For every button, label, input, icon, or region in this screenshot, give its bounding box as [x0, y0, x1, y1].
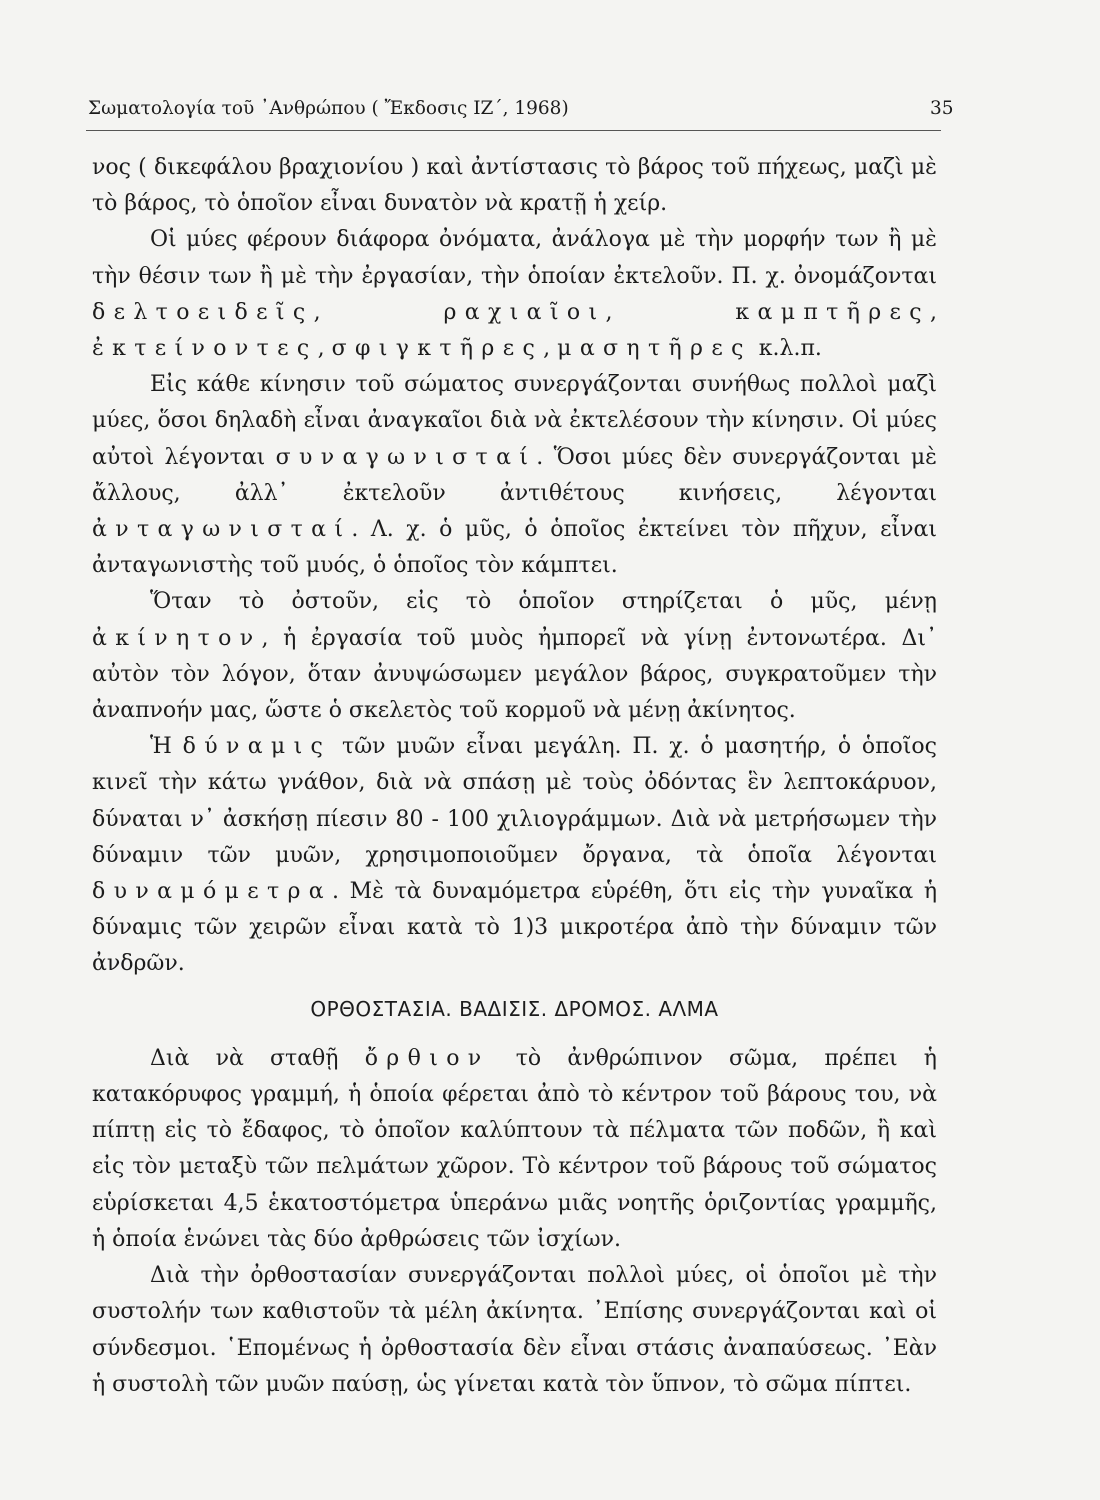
- header-rule: [86, 130, 941, 131]
- text-run: Ὅταν τὸ ὀστοῦν, εἰς τὸ ὁποῖον στηρίζεται ὁ μῦς, μένῃ: [150, 589, 937, 615]
- spaced-term: δελτοειδεῖς: [92, 299, 314, 325]
- spaced-term: ὄρθιον: [364, 1045, 490, 1071]
- body-text: [92, 150, 937, 1403]
- text-run: ,: [543, 336, 558, 362]
- paragraph: [92, 1258, 937, 1403]
- text-run: Εἰς κάθε κίνησιν τοῦ σώματος συνεργάζονται συνήθως πολλοὶ μαζὶ μύες, ὅσοι δηλαδὴ εἶναι ἀναγκαῖοι διὰ νὰ ἐκτελέσουν τὴν κίνησιν. Οἱ μύες αὐτοὶ λέγονται: [92, 372, 937, 470]
- spaced-term: ραχιαῖοι: [443, 299, 606, 325]
- text-run: . Μὲ τὰ δυναμόμετρα εὑρέθη, ὅτι εἰς τὴν γυναῖκα ἡ δύναμις τῶν χειρῶν εἶναι κατὰ τὸ 1)3 μικροτέρα ἀπὸ τὴν δύναμιν τῶν ἀνδρῶν.: [92, 879, 937, 977]
- text-run: . Λ. χ. ὁ μῦς, ὁ ὁποῖος ἐκτείνει τὸν πῆχυν, εἶναι ἀνταγωνιστὴς τοῦ μυός, ὁ ὁποῖος τὸν κάμπτει.: [92, 517, 937, 579]
- text-run: τῶν μυῶν εἶναι μεγάλη. Π. χ. ὁ μασητήρ, ὁ ὁποῖος κινεῖ τὴν κάτω γνάθον, διὰ νὰ σπάσῃ μὲ τοὺς ὀδόντας ἓν λεπτοκάρυον, δύναται ν᾿ ἀσκήσῃ πίεσιν 80 - 100 χιλιογράμμων. Διὰ νὰ μετρήσωμεν τὴν δύναμιν τῶν μυῶν, χρησιμοποιοῦμεν ὄργανα, τὰ ὁποῖα λέγονται: [92, 734, 937, 868]
- text-run: ,: [313, 299, 444, 325]
- paragraph: [92, 367, 937, 584]
- paragraph: [92, 1041, 937, 1258]
- spaced-term: μασητῆρες: [557, 336, 752, 362]
- paragraph: [92, 222, 937, 367]
- spaced-term: ἐκτείνοντες: [92, 336, 318, 362]
- running-head: [88, 98, 954, 119]
- text-run: ,: [317, 336, 332, 362]
- section-heading: ΟΡΘΟΣΤΑΣΙΑ. ΒΑΔΙΣΙΣ. ΔΡΟΜΟΣ. ΑΛΜΑ: [310, 996, 719, 1021]
- spaced-term: δύναμις: [182, 734, 332, 760]
- running-head-title: Σωματολογία τοῦ ᾿Ανθρώπου ( Ἔκδοσις ΙΖ΄, 1968): [88, 98, 569, 119]
- text-run: Οἱ μύες φέρουν διάφορα ὀνόματα, ἀνάλογα μὲ τὴν μορφήν των ἢ μὲ τὴν θέσιν των ἢ μὲ τὴν ἐργασίαν, τὴν ὁποίαν ἐκτελοῦν. Π. χ. ὀνομάζονται: [92, 227, 937, 289]
- spaced-term: ἀνταγωνισταί: [92, 517, 352, 543]
- page-number: 35: [930, 98, 954, 119]
- text-run: Διὰ νὰ σταθῇ: [150, 1045, 365, 1071]
- paragraph: [92, 729, 937, 982]
- spaced-term: καμπτῆρες: [735, 299, 930, 325]
- text-run: , ἡ ἐργασία τοῦ μυὸς ἠμπορεῖ νὰ γίνῃ ἐντονωτέρα. Δι᾿ αὐτὸν τὸν λόγον, ὅταν ἀνυψώσωμεν μεγάλον βάρος, συγκρατοῦμεν τὴν ἀναπνοήν μας, ὥστε ὁ σκελετὸς τοῦ κορμοῦ νὰ μένῃ ἀκίνητος.: [92, 625, 937, 724]
- text-run: κ.λ.π.: [751, 336, 822, 362]
- text-run: . Ὅσοι μύες δὲν συνεργάζονται μὲ ἄλλους, ἀλλ᾿ ἐκτελοῦν ἀντιθέτους κινήσεις, λέγονται: [92, 444, 937, 506]
- spaced-term: συναγωνισταί: [275, 444, 537, 470]
- text-run: νος ( δικεφάλου βραχιονίου ) καὶ ἀντίστασις τὸ βάρος τοῦ πήχεως, μαζὶ μὲ τὸ βάρος, τὸ ὁποῖον εἶναι δυνατὸν νὰ κρατῇ ἡ χείρ.: [92, 155, 937, 217]
- paragraph: [92, 584, 937, 729]
- text-run: Διὰ τὴν ὀρθοστασίαν συνεργάζονται πολλοὶ μύες, οἱ ὁποῖοι μὲ τὴν συστολήν των καθιστοῦν τὰ μέλη ἀκίνητα. ᾿Επίσης συνεργάζονται καὶ οἱ σύνδεσμοι. ῾Επομένως ἡ ὀρθοστασία δὲν εἶναι στάσις ἀναπαύσεως. ᾿Εὰν ἡ συστολὴ τῶν μυῶν παύσῃ, ὡς γίνεται κατὰ τὸν ὕπνον, τὸ σῶμα πίπτει.: [92, 1263, 937, 1397]
- spaced-term: ἀκίνητον: [92, 625, 262, 651]
- paragraph: [92, 150, 937, 222]
- text-run: ,: [605, 299, 736, 325]
- text-run: Ἡ: [150, 734, 183, 760]
- spaced-term: δυναμόμετρα: [92, 879, 333, 905]
- text-run: ,: [929, 299, 937, 325]
- text-run: τὸ ἀνθρώπινον σῶμα, πρέπει ἡ κατακόρυφος γραμμή, ἡ ὁποία φέρεται ἀπὸ τὸ κέντρον τοῦ βάρους του, νὰ πίπτῃ εἰς τὸ ἔδαφος, τὸ ὁποῖον καλύπτουν τὰ πέλματα τῶν ποδῶν, ἢ καὶ εἰς τὸν μεταξὺ τῶν πελμάτων χῶρον. Τὸ κέντρον τοῦ βάρους τοῦ σώματος εὑρίσκεται 4,5 ἑκατοστόμετρα ὑπεράνω μιᾶς νοητῆς ὁριζοντίας γραμμῆς, ἡ ὁποία ἑνώνει τὰς δύο ἀρθρώσεις τῶν ἰσχίων.: [92, 1045, 937, 1252]
- spaced-term: σφιγκτῆρες: [331, 336, 544, 362]
